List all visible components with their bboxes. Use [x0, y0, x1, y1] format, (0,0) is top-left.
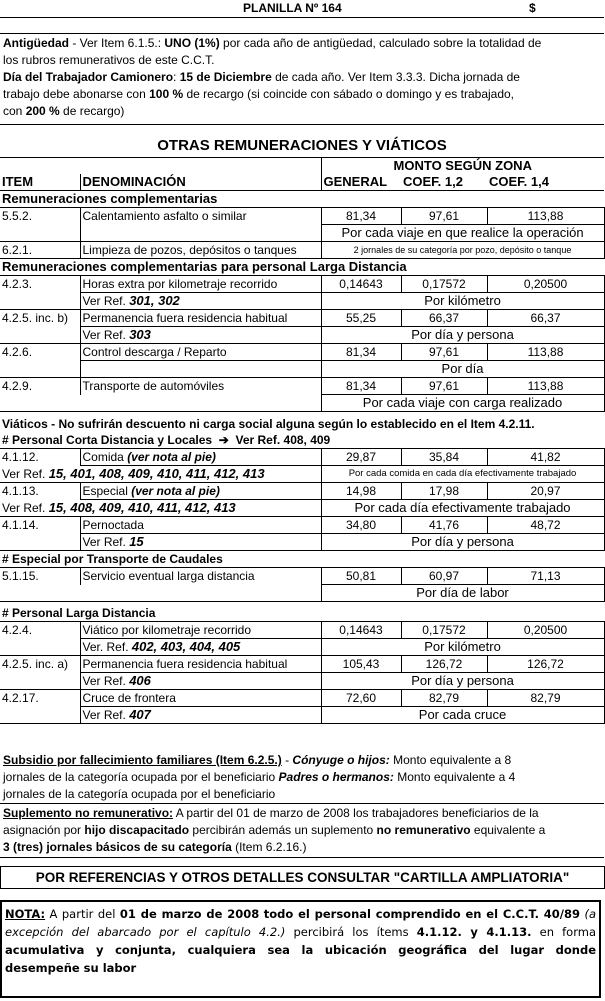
value-general: 29,87: [321, 449, 401, 466]
denominacion: Limpieza de pozos, depósitos o tanques: [80, 242, 321, 259]
value-coef14: 126,72: [487, 656, 604, 673]
table-row: [0, 449, 604, 466]
value-coef12: 97,61: [401, 344, 487, 361]
table-row: [0, 568, 604, 585]
denominacion: Pernoctada: [80, 517, 321, 534]
nota-acumulativa: acumulativa y conjunta, cualquiera sea la ubicación geográfica del lugar donde desempeñe su labor: [5, 943, 596, 975]
value-coef14: 113,88: [487, 378, 604, 395]
ref-cell: [80, 534, 321, 551]
group-title-row: [0, 191, 604, 208]
table-row: [0, 466, 604, 483]
denominacion-note: (ver nota al pie): [127, 450, 216, 464]
row-note: Por día y persona: [321, 534, 604, 551]
table-row: [0, 517, 604, 534]
row-note: Por kilómetro: [321, 293, 604, 310]
ref-label: Ver Ref.: [82, 328, 130, 342]
suplemento-line1: [3, 805, 603, 822]
value-general: 81,34: [321, 208, 401, 225]
denominacion-text: Comida: [82, 450, 128, 464]
denominacion: Permanencia fuera residencia habitual: [80, 656, 321, 673]
col-coef14: COEF. 1,4: [487, 174, 604, 191]
ref-numbers: 15, 408, 409, 410, 411, 412, 413: [48, 500, 236, 515]
table-row: [0, 344, 604, 361]
table-row: [0, 534, 604, 551]
ref-cell: [0, 466, 321, 483]
ref-cell: [80, 293, 321, 310]
nota-label: NOTA:: [5, 907, 46, 921]
denominacion: Servicio eventual larga distancia: [80, 568, 321, 585]
denominacion: Viático por kilometraje recorrido: [80, 622, 321, 639]
value-coef14: 66,37: [487, 310, 604, 327]
col-denominacion: DENOMINACIÓN: [80, 174, 321, 191]
antiguedad-text: - Ver Item 6.1.5.:: [69, 36, 165, 50]
larga-title: # Personal Larga Distancia: [0, 602, 604, 622]
section-title: OTRAS REMUNERACIONES Y VIÁTICOS: [157, 137, 447, 154]
value-coef14: 113,88: [487, 344, 604, 361]
denominacion: [80, 449, 321, 466]
ref-numbers: 15, 401, 408, 409, 410, 411, 412, 413: [48, 466, 265, 481]
row-note: Por cada viaje en que realice la operación: [321, 225, 604, 242]
value-general: 14,98: [321, 483, 401, 500]
ref-cell: [0, 500, 321, 517]
subsidio-text: -: [281, 753, 293, 767]
row-note: Por día de labor: [321, 585, 604, 602]
planilla-header: [0, 0, 604, 18]
row-note: 2 jornales de su categoría por pozo, depósito o tanque: [321, 242, 604, 259]
ref-cell: [80, 327, 321, 344]
table-row: [0, 483, 604, 500]
suplemento-text: equivalente a: [470, 823, 546, 837]
suplemento-hijo: hijo discapacitado: [84, 823, 190, 837]
value-general: 81,34: [321, 344, 401, 361]
dia-line2: [3, 86, 603, 103]
dia-text6: de recargo): [59, 104, 125, 118]
denominacion: Transporte de automóviles: [80, 378, 321, 395]
table-row: [0, 208, 604, 225]
arrow-right-icon: ➔: [218, 433, 229, 447]
zone-header-row: [0, 158, 604, 175]
dia-text3: trabajo debe abonarse con: [3, 87, 150, 101]
value-coef12: 97,61: [401, 208, 487, 225]
value-coef12: 0,17572: [401, 622, 487, 639]
value-coef14: 71,13: [487, 568, 604, 585]
ref-label: Ver Ref.: [82, 674, 130, 688]
item-code: 6.2.1.: [0, 242, 80, 259]
remuneraciones-table: [0, 157, 605, 724]
subsidio-block: [3, 752, 603, 803]
nota-todo: todo el personal comprendido en el C.C.T. 40/89: [263, 907, 580, 921]
item-code: 4.2.6.: [2, 345, 33, 360]
table-row: [0, 276, 604, 293]
value-coef12: 126,72: [401, 656, 487, 673]
table-row: [0, 225, 604, 242]
ref-cell: [80, 673, 321, 690]
denominacion: Horas extra por kilometraje recorrido: [80, 276, 321, 293]
table-row: [0, 378, 604, 395]
denominacion-note: (ver nota al pie): [131, 484, 220, 498]
planilla-title: PLANILLA Nº 164: [243, 1, 342, 15]
value-general: 72,60: [321, 690, 401, 707]
suplemento-text: asignación por: [3, 823, 85, 837]
value-coef14: 82,79: [487, 690, 604, 707]
subsidio-line2: [3, 769, 603, 786]
value-coef12: 97,61: [401, 378, 487, 395]
table-row: [0, 622, 604, 639]
item-code: 5.5.2.: [2, 209, 33, 224]
corta-title-row: [0, 432, 604, 449]
table-row: [0, 707, 604, 724]
table-row: [0, 327, 604, 344]
value-coef12: 41,76: [401, 517, 487, 534]
corta-ref: Ver Ref. 408, 409: [235, 433, 331, 447]
item-code: 4.1.13.: [2, 484, 39, 499]
ref-label: Ver. Ref.: [82, 640, 132, 654]
divider: [0, 857, 604, 858]
table-row: [0, 293, 604, 310]
value-coef14: 113,88: [487, 208, 604, 225]
value-coef14: 20,97: [487, 483, 604, 500]
suplemento-text: percibirán además un suplemento: [189, 823, 377, 837]
suplemento-label: Suplemento no remunerativo:: [3, 806, 174, 820]
value-general: 0,14643: [321, 622, 401, 639]
dia-pct200: 200 %: [25, 104, 60, 118]
item-code: 4.2.17.: [2, 691, 39, 706]
intro-block: [3, 35, 603, 120]
denominacion-text: Especial: [82, 484, 132, 498]
value-coef12: 82,79: [401, 690, 487, 707]
ref-cell: [80, 707, 321, 724]
table-row: [0, 690, 604, 707]
currency-symbol: $: [529, 1, 536, 15]
table-row: [0, 656, 604, 673]
subsidio-text: Monto equivalente a 4: [393, 770, 516, 784]
nota-text: percibirá los ítems: [285, 925, 417, 939]
dia-text1: :: [173, 70, 180, 84]
ref-label: Ver Ref.: [2, 501, 49, 515]
suplemento-line2: [3, 822, 603, 839]
nota-text: A partir del: [45, 907, 120, 921]
table-row: [0, 361, 604, 378]
viaticos-title: Viáticos - No sufrirán descuento ni carga social alguna según lo establecido en el Item 4.2.11.: [2, 417, 535, 431]
row-note: Por día y persona: [321, 673, 604, 690]
dia-pct100: 100 %: [149, 87, 184, 101]
value-coef14: 0,20500: [487, 276, 604, 293]
value-coef14: 41,82: [487, 449, 604, 466]
divider: [0, 803, 604, 804]
ref-numbers: 303: [129, 327, 151, 342]
row-note: Por kilómetro: [321, 639, 604, 656]
dia-line1: [3, 69, 603, 86]
item-code: 4.2.4.: [2, 623, 33, 638]
denominacion: Permanencia fuera residencia habitual: [80, 310, 321, 327]
antiguedad-label: Antigüedad: [3, 36, 69, 50]
group-larga-distancia: Remuneraciones complementarias para personal Larga Distancia: [0, 259, 604, 276]
caudales-title-row: [0, 551, 604, 568]
table-row: [0, 310, 604, 327]
viaticos-title-row: [0, 412, 604, 433]
value-coef14: 0,20500: [487, 622, 604, 639]
subsidio-padres: Padres o hermanos:: [278, 770, 394, 784]
ref-numbers: 406: [129, 673, 151, 688]
row-note: Por cada viaje con carga realizado: [321, 395, 604, 412]
suplemento-text: A partir del 01 de marzo de 2008 los trabajadores beneficiarios de la: [173, 806, 539, 820]
larga-title-row: [0, 602, 604, 622]
value-coef12: 66,37: [401, 310, 487, 327]
suplemento-tres: 3 (tres) jornales básicos de su categoría: [3, 840, 232, 854]
subsidio-conyuge: Cónyuge o hijos:: [292, 753, 390, 767]
nota-excepcion: (a excepción del abarcado por el capítulo 4.2.): [5, 907, 596, 939]
denominacion: Control descarga / Reparto: [80, 344, 321, 361]
nota-box: [0, 900, 601, 998]
suplemento-line3: [3, 839, 603, 856]
suplemento-block: [3, 805, 603, 856]
value-general: 0,14643: [321, 276, 401, 293]
table-row: [0, 242, 604, 259]
ref-numbers: 402, 403, 404, 405: [131, 639, 241, 654]
antiguedad-text2: por cada año de antigüedad, calculado sobre la totalidad de: [219, 36, 542, 50]
dia-line3: [3, 103, 603, 120]
item-code: 4.1.14.: [2, 518, 39, 533]
table-row: [0, 673, 604, 690]
antiguedad-line2: los rubros remunerativos de este C.C.T.: [3, 53, 215, 67]
column-header-row: [0, 174, 604, 191]
value-coef12: 60,97: [401, 568, 487, 585]
dia-text2: de cada año. Ver Item 3.3.3. Dicha jornada de: [271, 70, 520, 84]
value-general: 55,25: [321, 310, 401, 327]
value-coef12: 0,17572: [401, 276, 487, 293]
dia-date: 15 de Diciembre: [179, 70, 272, 84]
ref-numbers: 407: [129, 707, 151, 722]
item-code: 4.2.5. inc. a): [2, 657, 69, 672]
divider: [0, 124, 604, 125]
table-row: [0, 500, 604, 517]
subsidio-text: jornales de la categoría ocupada por el beneficiario: [3, 770, 279, 784]
referencias-box: POR REFERENCIAS Y OTROS DETALLES CONSULTAR "CARTILLA AMPLIATORIA": [0, 866, 605, 889]
group-title-row: [0, 259, 604, 276]
row-note: Por cada cruce: [321, 707, 604, 724]
row-note: Por cada comida en cada día efectivamente trabajado: [321, 466, 604, 483]
ref-label: Ver Ref.: [82, 535, 130, 549]
item-code: 4.2.3.: [2, 277, 33, 292]
zone-header: MONTO SEGÚN ZONA: [321, 158, 604, 175]
item-code: 4.2.9.: [2, 379, 33, 394]
denominacion: Cruce de frontera: [80, 690, 321, 707]
suplemento-text: (Item 6.2.16.): [231, 840, 307, 854]
group-remuneraciones: Remuneraciones complementarias: [0, 191, 604, 208]
value-coef14: 48,72: [487, 517, 604, 534]
denominacion: Calentamiento asfalto o similar: [80, 208, 321, 225]
nota-text: en forma: [531, 925, 596, 939]
denominacion: [80, 483, 321, 500]
value-coef12: 35,84: [401, 449, 487, 466]
value-coef12: 17,98: [401, 483, 487, 500]
nota-items: 4.1.12. y 4.1.13.: [416, 925, 532, 939]
value-general: 50,81: [321, 568, 401, 585]
col-item: ITEM: [0, 174, 80, 191]
row-note: Por día y persona: [321, 327, 604, 344]
divider: [0, 33, 604, 34]
antiguedad-line1: [3, 35, 603, 52]
ref-label: Ver Ref.: [82, 294, 130, 308]
ref-label: Ver Ref.: [82, 708, 130, 722]
value-general: 105,43: [321, 656, 401, 673]
corta-label: # Personal Corta Distancia y Locales: [2, 433, 213, 447]
dia-text4: de recargo (si coincide con sábado o domingo y es trabajado,: [183, 87, 515, 101]
ref-label: Ver Ref.: [2, 467, 49, 481]
ref-numbers: 301, 302: [129, 293, 180, 308]
table-row: [0, 639, 604, 656]
subsidio-line1: [3, 752, 603, 769]
row-note: Por cada día efectivamente trabajado: [321, 500, 604, 517]
ref-cell: [80, 639, 321, 656]
nota-fecha: 01 de marzo de 2008: [119, 907, 260, 921]
row-note: Por día: [321, 361, 604, 378]
item-code: 4.1.12.: [2, 450, 39, 465]
item-code: 4.2.5. inc. b): [2, 311, 69, 326]
dia-label: Día del Trabajador Camionero: [3, 70, 174, 84]
col-general: GENERAL: [321, 174, 401, 191]
table-row: [0, 585, 604, 602]
corta-title: [0, 432, 604, 449]
subsidio-line3: jornales de la categoría ocupada por el beneficiario: [3, 787, 276, 801]
antiguedad-pct: UNO (1%): [164, 36, 220, 50]
subsidio-text: Monto equivalente a 8: [389, 753, 512, 767]
suplemento-nr: no remunerativo: [376, 823, 471, 837]
table-row: [0, 395, 604, 412]
subsidio-label: Subsidio por fallecimiento familiares (Item 6.2.5.): [3, 753, 282, 767]
value-general: 34,80: [321, 517, 401, 534]
col-coef12: COEF. 1,2: [401, 174, 487, 191]
item-code: 5.1.15.: [2, 569, 39, 584]
caudales-title: # Especial por Transporte de Caudales: [0, 551, 604, 568]
value-general: 81,34: [321, 378, 401, 395]
ref-numbers: 15: [129, 534, 144, 549]
dia-text5: con: [3, 104, 26, 118]
